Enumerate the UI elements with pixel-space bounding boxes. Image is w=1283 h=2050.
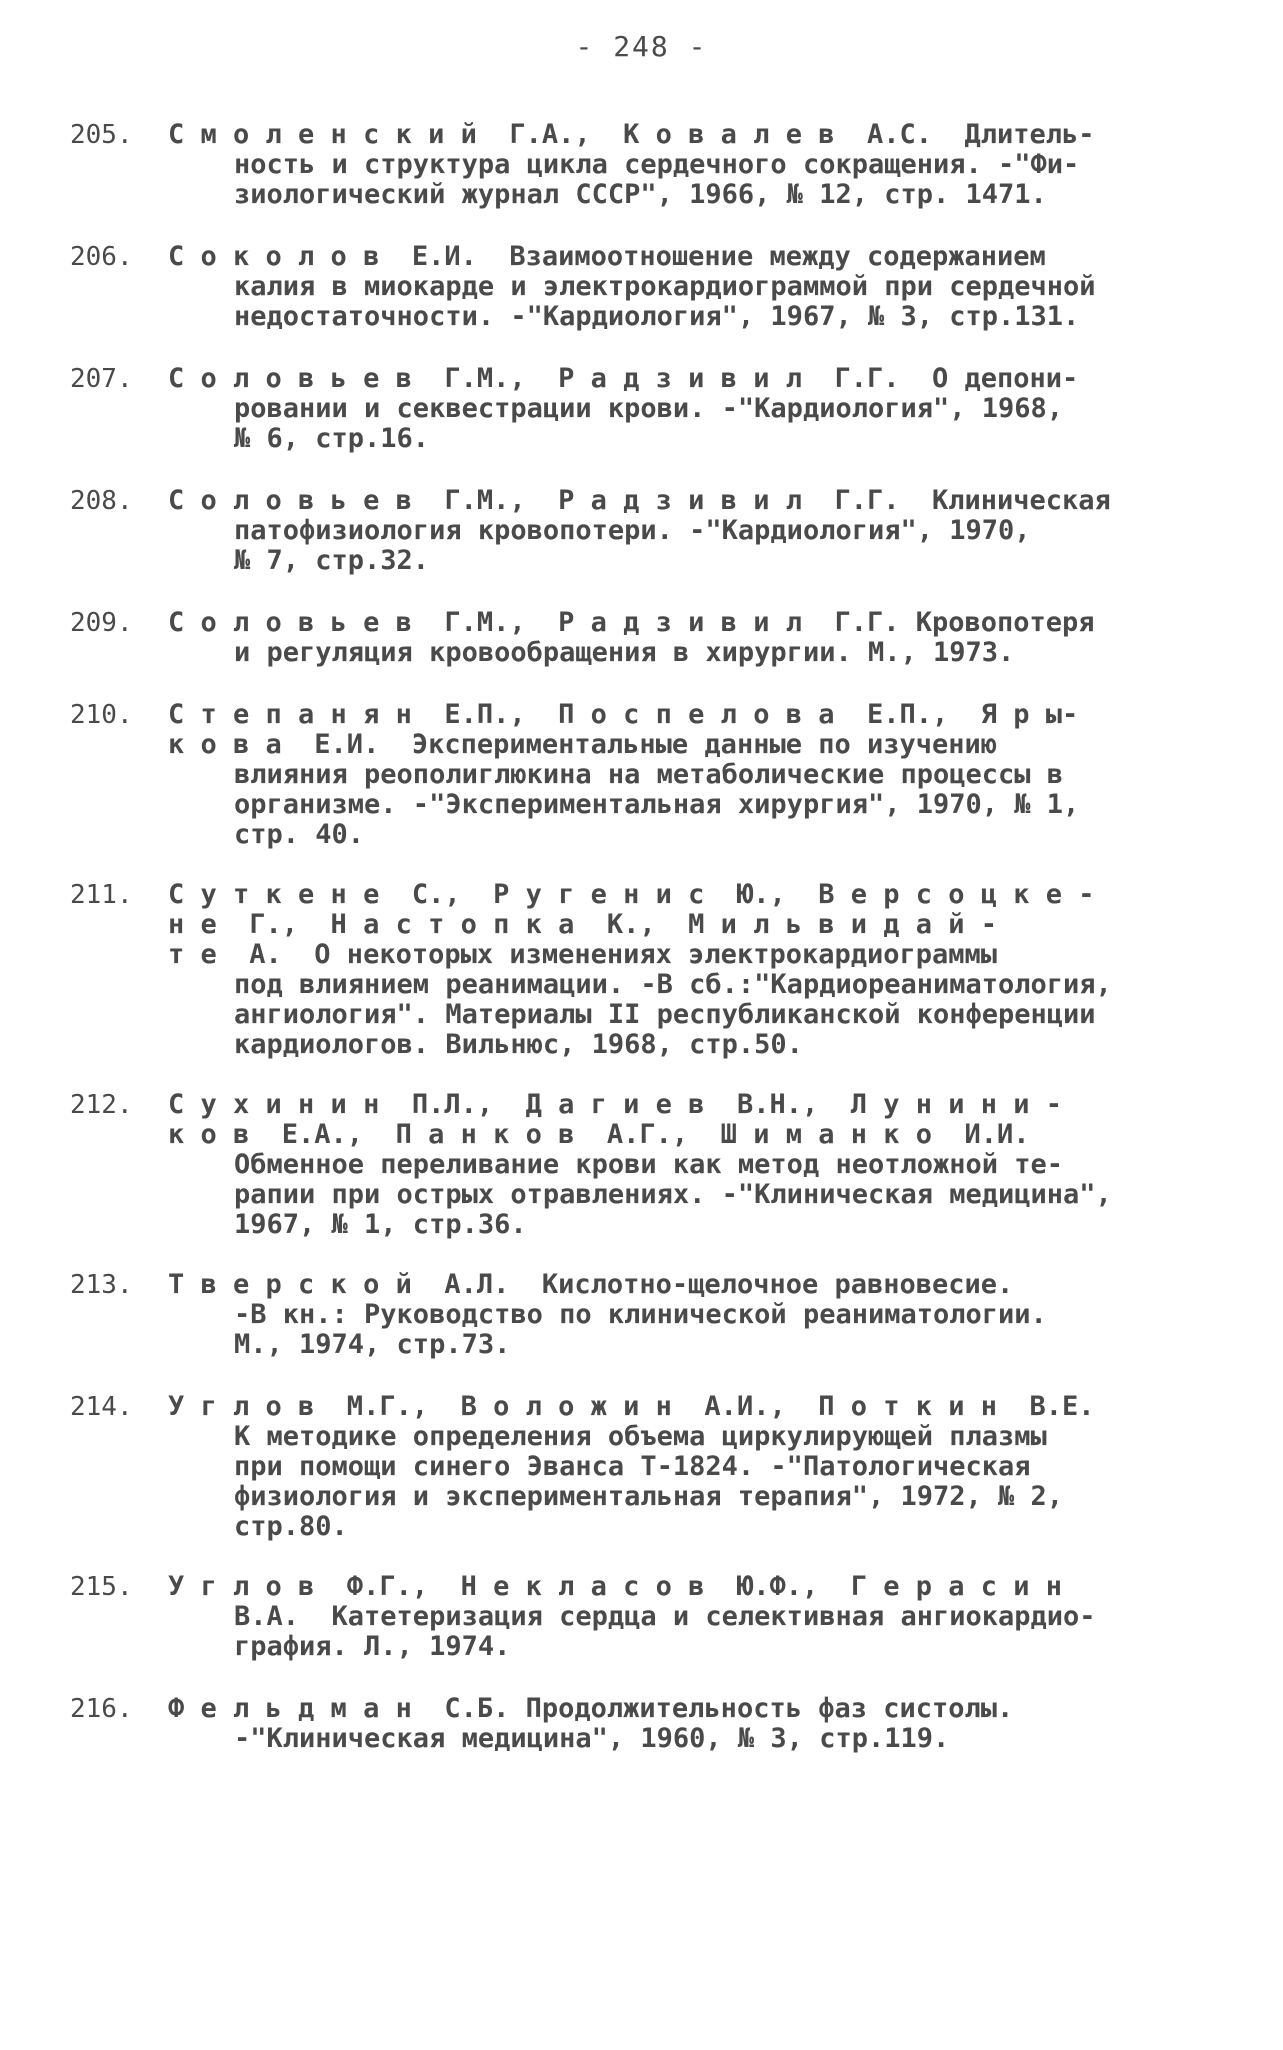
reference-line: Обменное переливание крови как метод неотложной те- bbox=[234, 1149, 1064, 1180]
reference-number: 214. bbox=[70, 1392, 133, 1422]
reference-text bbox=[168, 1572, 1200, 1662]
reference-line: физиология и экспериментальная терапия", 1972, № 2, bbox=[234, 1481, 1064, 1512]
reference-number: 206. bbox=[70, 242, 133, 272]
reference-line: и регуляция кровообращения в хирургии. М., 1973. bbox=[234, 637, 1015, 668]
reference-number: 209. bbox=[70, 608, 133, 638]
reference-number: 208. bbox=[70, 486, 133, 516]
reference-line: при помощи синего Эванса Т-1824. -"Патологическая bbox=[234, 1451, 1031, 1482]
reference-line: графия. Л., 1974. bbox=[234, 1631, 511, 1662]
reference-line: М., 1974, стр.73. bbox=[234, 1329, 511, 1360]
reference-text bbox=[168, 1090, 1200, 1240]
reference-number: 211. bbox=[70, 880, 133, 910]
reference-entry bbox=[70, 120, 1200, 210]
reference-entry bbox=[70, 608, 1200, 668]
reference-line: ангиология". Материалы II республиканской конференции bbox=[234, 999, 1096, 1030]
reference-line: кардиологов. Вильнюс, 1968, стр.50. bbox=[234, 1029, 803, 1060]
reference-text bbox=[168, 486, 1200, 576]
reference-line: организме. -"Экспериментальная хирургия", 1970, № 1, bbox=[234, 789, 1080, 820]
reference-line: С о л о в ь е в Г.М., Р а д з и в и л Г.Г. Клиническая bbox=[168, 485, 1111, 516]
reference-line: В.А. Катетеризация сердца и селективная ангиокардио- bbox=[234, 1601, 1096, 1632]
reference-line: стр.80. bbox=[234, 1511, 348, 1542]
reference-line: С т е п а н я н Е.П., П о с п е л о в а Е.П., Я р ы- bbox=[168, 699, 1079, 730]
reference-text bbox=[168, 120, 1200, 210]
reference-line: к о в Е.А., П а н к о в А.Г., Ш и м а н к о И.И. bbox=[168, 1119, 1030, 1150]
reference-text bbox=[168, 242, 1200, 332]
reference-entry bbox=[70, 1090, 1200, 1240]
reference-entry bbox=[70, 242, 1200, 332]
reference-text bbox=[168, 1694, 1200, 1754]
reference-text bbox=[168, 1392, 1200, 1542]
reference-entry bbox=[70, 1392, 1200, 1542]
reference-line: ровании и секвестрации крови. -"Кардиология", 1968, bbox=[234, 393, 1064, 424]
reference-entry bbox=[70, 880, 1200, 1060]
reference-number: 207. bbox=[70, 364, 133, 394]
reference-line: -"Клиническая медицина", 1960, № 3, стр.119. bbox=[234, 1723, 950, 1754]
reference-line: к о в а Е.И. Экспериментальные данные по изучению bbox=[168, 729, 998, 760]
reference-line: патофизиология кровопотери. -"Кардиология", 1970, bbox=[234, 515, 1031, 546]
page-number: - 248 - bbox=[575, 30, 708, 63]
reference-line: № 6, стр.16. bbox=[234, 423, 430, 454]
reference-line: № 7, стр.32. bbox=[234, 545, 430, 576]
reference-line: С о л о в ь е в Г.М., Р а д з и в и л Г.Г. Кровопотеря bbox=[168, 607, 1095, 638]
reference-line: 1967, № 1, стр.36. bbox=[234, 1209, 527, 1240]
reference-line: калия в миокарде и электрокардиограммой при сердечной bbox=[234, 271, 1096, 302]
reference-line: С у х и н и н П.Л., Д а г и е в В.Н., Л у н и н и - bbox=[168, 1089, 1063, 1120]
reference-entry bbox=[70, 486, 1200, 576]
reference-line: С о к о л о в Е.И. Взаимоотношение между содержанием bbox=[168, 241, 1046, 272]
reference-line: -В кн.: Руководство по клинической реаниматологии. bbox=[234, 1299, 1047, 1330]
reference-entry bbox=[70, 1694, 1200, 1754]
reference-number: 212. bbox=[70, 1090, 133, 1120]
reference-text bbox=[168, 608, 1200, 668]
reference-entry bbox=[70, 1572, 1200, 1662]
reference-number: 215. bbox=[70, 1572, 133, 1602]
reference-line: С у т к е н е С., Р у г е н и с Ю., В е р с о ц к е - bbox=[168, 879, 1095, 910]
reference-number: 210. bbox=[70, 700, 133, 730]
reference-text bbox=[168, 364, 1200, 454]
reference-number: 216. bbox=[70, 1694, 133, 1724]
reference-line: У г л о в М.Г., В о л о ж и н А.И., П о т к и н В.Е. bbox=[168, 1391, 1095, 1422]
reference-line: влияния реополиглюкина на метаболические процессы в bbox=[234, 759, 1064, 790]
reference-text bbox=[168, 700, 1200, 850]
reference-line: н е Г., Н а с т о п к а К., М и л ь в и д а й - bbox=[168, 909, 998, 940]
reference-entry bbox=[70, 700, 1200, 850]
reference-line: стр. 40. bbox=[234, 819, 365, 850]
reference-line: ность и структура цикла сердечного сокращения. -"Фи- bbox=[234, 149, 1080, 180]
reference-line: зиологический журнал СССР", 1966, № 12, стр. 1471. bbox=[234, 179, 1047, 210]
reference-line: под влиянием реанимации. -В сб.:"Кардиореаниматология, bbox=[234, 969, 1112, 1000]
reference-line: Т в е р с к о й А.Л. Кислотно-щелочное равновесие. bbox=[168, 1269, 1014, 1300]
reference-text bbox=[168, 880, 1200, 1060]
reference-list bbox=[70, 120, 1200, 1786]
reference-entry bbox=[70, 1270, 1200, 1360]
reference-line: т е А. О некоторых изменениях электрокардиограммы bbox=[168, 939, 998, 970]
reference-line: С м о л е н с к и й Г.А., К о в а л е в А.С. Длитель- bbox=[168, 119, 1095, 150]
reference-number: 205. bbox=[70, 120, 133, 150]
reference-line: К методике определения объема циркулирующей плазмы bbox=[234, 1421, 1047, 1452]
reference-text bbox=[168, 1270, 1200, 1360]
reference-line: недостаточности. -"Кардиология", 1967, № 3, стр.131. bbox=[234, 301, 1080, 332]
reference-number: 213. bbox=[70, 1270, 133, 1300]
reference-line: У г л о в Ф.Г., Н е к л а с о в Ю.Ф., Г е р а с и н bbox=[168, 1571, 1063, 1602]
reference-line: Ф е л ь д м а н С.Б. Продолжительность фаз систолы. bbox=[168, 1693, 1014, 1724]
reference-line: рапии при острых отравлениях. -"Клиническая медицина", bbox=[234, 1179, 1112, 1210]
reference-entry bbox=[70, 364, 1200, 454]
reference-line: С о л о в ь е в Г.М., Р а д з и в и л Г.Г. О депони- bbox=[168, 363, 1079, 394]
